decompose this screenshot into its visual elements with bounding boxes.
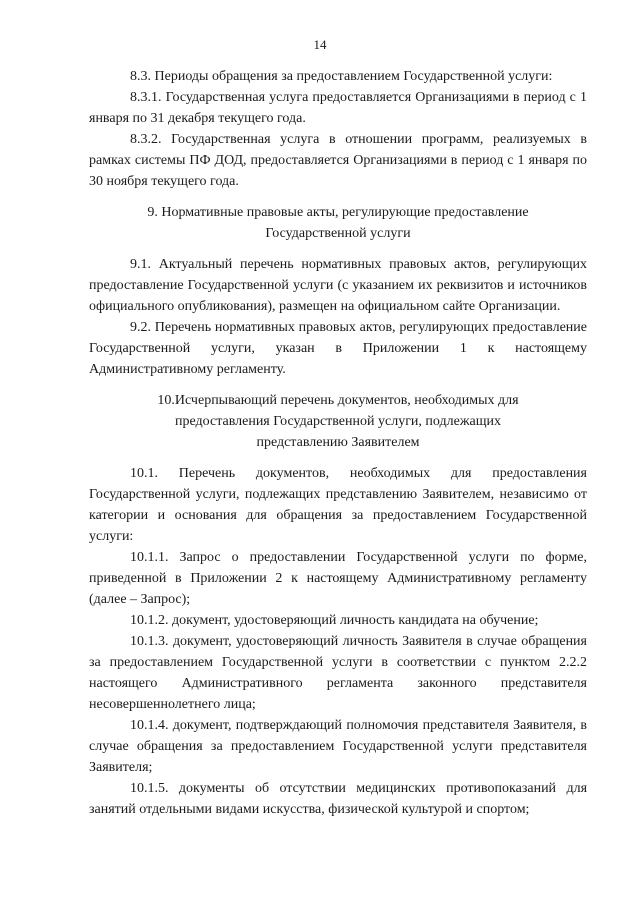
clause-text: документ, удостоверяющий личность Заявителя в случае обращения за предоставлением Государственной услуги в соответствии с пунктом 2.2.2 настоящего Административного регламента законного представителя несовершеннолетнего лица; (89, 634, 587, 712)
paragraph-8-3 (89, 66, 587, 87)
clause-number: 10.1.2. (130, 613, 169, 628)
heading-line: предоставления Государственной услуги, подлежащих (174, 414, 501, 429)
heading-line: 10.Исчерпывающий перечень документов, необходимых для (157, 393, 519, 408)
paragraph-10-1-5 (89, 778, 587, 820)
paragraph-10-1-3 (89, 631, 587, 715)
clause-number: 9.1. (130, 257, 151, 272)
clause-text: Перечень документов, необходимых для предоставления Государственной услуги, подлежащих представлению Заявителем, независимо от категории и основания для обращения за предоставлением Государственной услуги: (89, 466, 587, 544)
clause-text: документ, подтверждающий полномочия представителя Заявителя, в случае обращения за предоставлением Государственной услуги представителя Заявителя; (89, 718, 588, 775)
paragraph-10-1 (89, 463, 587, 547)
heading-line: Государственной услуги (265, 226, 411, 241)
paragraph-8-3-1 (89, 87, 587, 129)
heading-line: представлению Заявителем (256, 435, 420, 450)
clause-number: 8.3.2. (130, 132, 162, 147)
clause-text: Государственная услуга предоставляется Организациями в период с 1 января по 31 декабря текущего года. (89, 90, 587, 126)
clause-number: 10.1.3. (130, 634, 169, 649)
clause-number: 10.1. (130, 466, 158, 481)
clause-number: 9.2. (130, 320, 151, 335)
clause-text: Запрос о предоставлении Государственной услуги по форме, приведенной в Приложении 2 к настоящему Административному регламенту (далее – Запрос); (89, 550, 587, 607)
paragraph-9-2 (89, 317, 587, 380)
paragraph-9-1 (89, 254, 587, 317)
clause-number: 8.3.1. (130, 90, 162, 105)
paragraph-10-1-1 (89, 547, 587, 610)
clause-text: Актуальный перечень нормативных правовых актов, регулирующих предоставление Государственной услуги (с указанием их реквизитов и источников официального опубликования), размещен на официальном сайте Организации. (89, 257, 587, 314)
page-number: 14 (313, 37, 327, 52)
clause-number: 10.1.1. (130, 550, 169, 565)
paragraph-8-3-2 (89, 129, 587, 192)
clause-text: Периоды обращения за предоставлением Государственной услуги: (154, 69, 553, 84)
page-content (89, 66, 587, 820)
section-heading-9 (89, 202, 587, 244)
heading-line: 9. Нормативные правовые акты, регулирующие предоставление (147, 205, 529, 220)
clause-text: Перечень нормативных правовых актов, регулирующих предоставление Государственной услуги, указан в Приложении 1 к настоящему Административному регламенту. (89, 320, 587, 377)
clause-number: 10.1.4. (130, 718, 169, 733)
clause-text: документы об отсутствии медицинских противопоказаний для занятий отдельными видами искусства, физической культурой и спортом; (89, 781, 588, 817)
clause-text: документ, удостоверяющий личность кандидата на обучение; (172, 613, 539, 628)
paragraph-10-1-2 (89, 610, 587, 631)
clause-number: 8.3. (130, 69, 151, 84)
section-heading-10 (89, 390, 587, 453)
clause-number: 10.1.5. (130, 781, 169, 796)
paragraph-10-1-4 (89, 715, 587, 778)
clause-text: Государственная услуга в отношении программ, реализуемых в рамках системы ПФ ДОД, предоставляется Организациями в период с 1 января по 30 ноября текущего года. (89, 132, 587, 189)
